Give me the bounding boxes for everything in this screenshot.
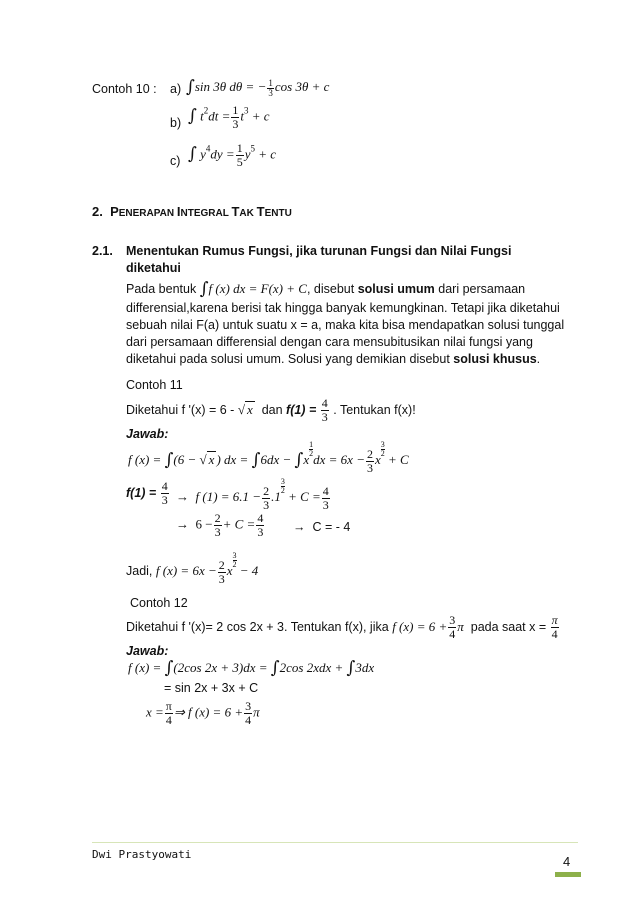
fraction: $\frac{\pi}{4}$	[551, 613, 558, 641]
fraction: $\frac{\pi}{4}$	[165, 699, 172, 727]
paragraph-line-5: diketahui pada solusi umum. Solusi yang demikian disebut solusi khusus.	[126, 352, 541, 366]
page-number-accent-bar	[555, 872, 581, 877]
fraction: $\frac{2}{3}$	[366, 446, 373, 475]
fraction: $\frac{1}{3}$	[268, 77, 273, 98]
contoh10-b-expression: ∫ $t^2dt$ = $\frac{1}{3}$ $t^3 + c$	[188, 103, 270, 131]
integral-sign-icon: ∫	[199, 279, 209, 299]
section-2-heading: 2. PENERAPAN INTEGRAL TAK TENTU	[92, 204, 292, 219]
integral-sign-icon: ∫	[164, 658, 174, 678]
contoh10-a-expression: ∫sin 3θ dθ = − $\frac{1}{3}$ cos 3θ + c	[186, 77, 330, 98]
contoh11-label: Contoh 11	[126, 378, 183, 392]
contoh12-line-2: = sin 2x + 3x + C	[164, 681, 259, 695]
contoh10-b-label: b)	[170, 116, 182, 130]
fraction: $\frac{2}{3}$	[263, 483, 270, 512]
fraction: $\frac{4}{3}$	[322, 483, 329, 512]
fraction: $\frac{4}{3}$	[161, 479, 168, 507]
contoh12-line-1: f (x) = ∫(2cos 2x + 3)dx = ∫2cos 2xdx + ∫3dx	[128, 658, 375, 678]
section-2-1-title-line2: diketahui	[126, 261, 181, 275]
fraction: $\frac{2}{3}$	[214, 511, 221, 539]
contoh11-line-3-result: → C = - 4	[293, 520, 351, 534]
contoh11-line-2-expr: → f (1) = 6.1 − $\frac{2}{3}$ .1 $\frac{3}{2} + C$ = $\frac{4}{3}$	[176, 477, 329, 512]
paragraph-line-3: sebuah nilai F(a) untuk suatu x = a, maka kita bisa mendapatkan solusi tunggal	[126, 318, 565, 332]
contoh10-c-label: c)	[170, 154, 181, 168]
arrow-right-icon: →	[176, 516, 189, 532]
section-2-1-title-line1: Menentukan Rumus Fungsi, jika turunan Fungsi dan Nilai Fungsi	[126, 244, 512, 258]
integral-sign-icon: ∫	[186, 77, 195, 97]
contoh11-line-4: Jadi, f (x) = 6x − $\frac{2}{3}$ x $\frac{3}{2} - 4$	[126, 551, 259, 586]
footer-author: Dwi Prastyowati	[92, 848, 192, 861]
paragraph-line-1: Pada bentuk ∫f (x) dx = F(x) + C, disebut solusi umum dari persamaan	[126, 279, 526, 299]
contoh12-line-3: x = $\frac{\pi}{4}$ ⇒ f (x) = 6 + $\frac{3}{4}$ π	[146, 699, 260, 727]
contoh10-a-label: a)	[170, 82, 182, 96]
contoh12-jawab: Jawab:	[126, 644, 169, 658]
fraction: $\frac{1}{5}$	[236, 141, 243, 169]
integral-sign-icon: ∫	[188, 106, 197, 127]
contoh11-line-3: → 6 − $\frac{2}{3}$ + C = $\frac{4}{3}$	[176, 511, 264, 539]
fraction: $\frac{2}{3}$	[218, 557, 225, 586]
fraction: $\frac{3}{4}$	[245, 699, 252, 727]
contoh11-line-1: f (x) = ∫(6 − √ x ) dx = ∫6dx − ∫x $\frac{1}{2}dx = 6x$ − $\frac{2}{3}$ x $\frac{3}{2} + C$	[128, 440, 409, 475]
arrow-right-icon: →	[293, 520, 306, 534]
fraction: $\frac{3}{4}$	[449, 613, 456, 642]
contoh12-label: Contoh 12	[130, 596, 188, 610]
section-2-1-number: 2.1.	[92, 244, 113, 258]
contoh11-given: Diketahui f '(x) = 6 - √ x dan f(1) = $\frac{4}{3}$ . Tentukan f(x)!	[126, 396, 416, 424]
integral-sign-icon: ∫	[346, 658, 356, 678]
integral-sign-icon: ∫	[251, 450, 261, 470]
integral-sign-icon: ∫	[164, 450, 174, 470]
contoh11-jawab: Jawab:	[126, 427, 169, 441]
paragraph-line-2: differensial,karena berisi tak hingga banyak kemungkinan. Tetapi jika diketahui	[126, 301, 560, 315]
contoh12-given: Diketahui f '(x)= 2 cos 2x + 3. Tentukan f(x), jika f (x) = 6 + $\frac{3}{4}$ π pada saat x = $\frac{\pi}{4}$	[126, 613, 558, 642]
fraction: $\frac{4}{3}$	[321, 396, 328, 424]
contoh10-c-expression: ∫ $y^4dy$ = $\frac{1}{5}$ $y^5 + c$	[188, 141, 277, 169]
arrow-right-icon: →	[176, 489, 189, 504]
footer-divider	[92, 842, 578, 843]
integral-sign-icon: ∫	[294, 450, 304, 470]
fraction: $\frac{1}{3}$	[232, 103, 239, 131]
integral-sign-icon: ∫	[188, 144, 197, 165]
fraction: $\frac{4}{3}$	[257, 511, 264, 539]
contoh11-line-2: f(1) = $\frac{4}{3}$	[126, 479, 168, 507]
integral-sign-icon: ∫	[270, 658, 280, 678]
contoh10-label: Contoh 10 :	[92, 82, 157, 96]
page-number: 4	[563, 854, 571, 869]
paragraph-line-4: dari persamaan differensial dengan cara mensubitusikan nilai fungsi yang	[126, 335, 533, 349]
